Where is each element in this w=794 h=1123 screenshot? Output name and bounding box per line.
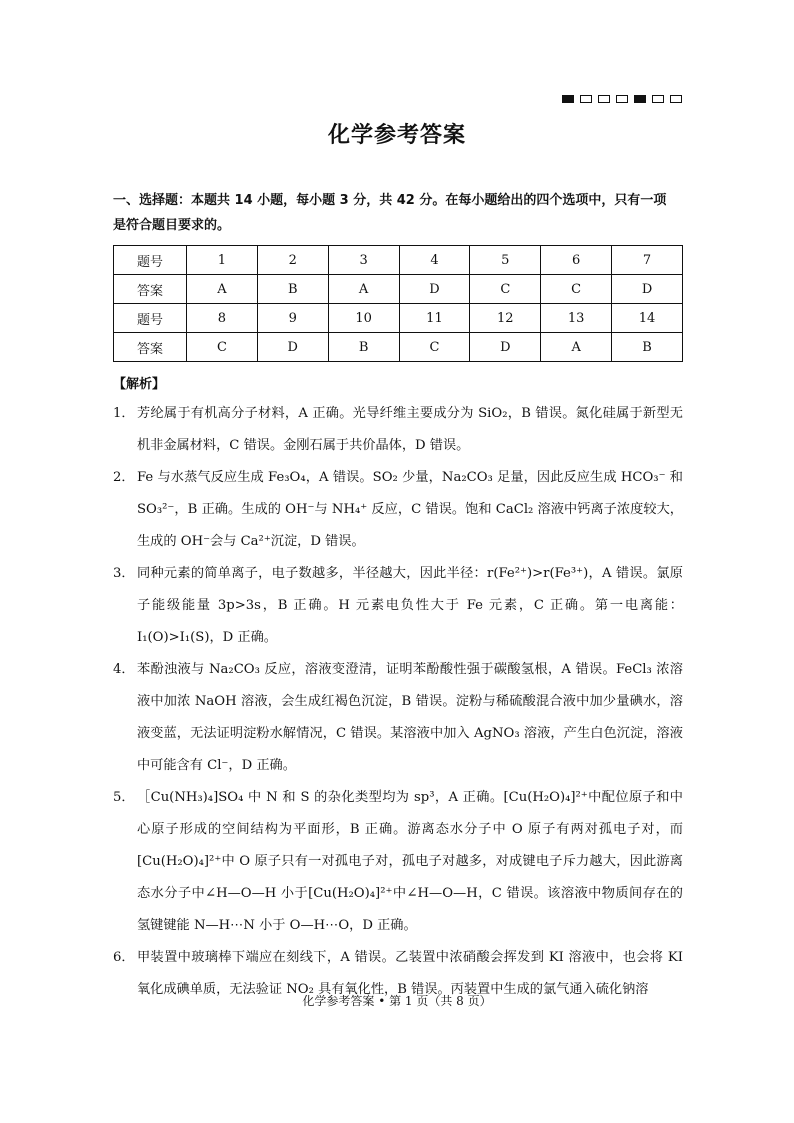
- table-cell: 6: [541, 246, 612, 275]
- page-marks: [562, 95, 682, 103]
- mark-empty: [598, 95, 610, 103]
- table-cell: D: [470, 333, 541, 362]
- table-cell: C: [470, 275, 541, 304]
- table-cell: C: [541, 275, 612, 304]
- table-cell: C: [399, 333, 470, 362]
- item-text: ［Cu(NH₃)₄]SO₄ 中 N 和 S 的杂化类型均为 sp³，A 正确。[Cu(H₂O)₄]²⁺中配位原子和中心原子形成的空间结构为平面形，B 正确。游离态水分子中 O 原子有两对孤电子对，而[Cu(H₂O)₄]²⁺中 O 原子只有一对孤电子对，孤电子对越多，对成键电子斥力越大，因此游离态水分子中∠H—O—H 小于[Cu(H₂O)₄]²⁺中∠H—O—H，C 错误。该溶液中物质间存在的氢键键能 N—H⋯N 小于 O—H⋯O，D 正确。: [137, 790, 683, 933]
- row-label: 答案: [114, 333, 187, 362]
- table-cell: 3: [328, 246, 399, 275]
- mark-filled: [562, 95, 574, 103]
- table-cell: 10: [328, 304, 399, 333]
- table-cell: 13: [541, 304, 612, 333]
- answer-table: [113, 245, 683, 362]
- section-heading-line2: 是符合题目要求的。: [113, 218, 231, 233]
- table-cell: 14: [612, 304, 683, 333]
- item-text: Fe 与水蒸气反应生成 Fe₃O₄，A 错误。SO₂ 少量，Na₂CO₃ 足量，因此反应生成 HCO₃⁻ 和 SO₃²⁻，B 正确。生成的 OH⁻与 NH₄⁺ 反应，C 错误。饱和 CaCl₂ 溶液中钙离子浓度较大，生成的 OH⁻会与 Ca²⁺沉淀，D 错误。: [137, 470, 683, 549]
- table-cell: B: [612, 333, 683, 362]
- table-cell: 7: [612, 246, 683, 275]
- table-cell: B: [257, 275, 328, 304]
- item-number: 6．: [113, 950, 135, 965]
- item-text: 同种元素的简单离子，电子数越多，半径越大，因此半径：r(Fe²⁺)>r(Fe³⁺)，A 错误。氯原子能级能量 3p>3s，B 正确。H 元素电负性大于 Fe 元素，C 正确。第一电离能：I₁(O)>I₁(S)，D 正确。: [137, 566, 683, 645]
- table-cell: A: [328, 275, 399, 304]
- table-row: [114, 304, 683, 333]
- section-heading-line1: 一、选择题：本题共 14 小题，每小题 3 分，共 42 分。在每小题给出的四个选项中，只有一项: [113, 193, 667, 208]
- item-number: 2．: [113, 470, 135, 485]
- row-label: 题号: [114, 304, 187, 333]
- table-cell: 8: [187, 304, 258, 333]
- table-cell: A: [541, 333, 612, 362]
- list-item: [113, 654, 683, 782]
- item-number: 3．: [113, 566, 135, 581]
- page-title: 化学参考答案: [327, 123, 466, 148]
- table-cell: 5: [470, 246, 541, 275]
- list-item: [113, 558, 683, 654]
- section-heading: [113, 188, 683, 238]
- mark-empty: [670, 95, 682, 103]
- table-row: [114, 333, 683, 362]
- mark-empty: [652, 95, 664, 103]
- table-row: [114, 246, 683, 275]
- item-number: 1．: [113, 406, 135, 421]
- table-cell: 11: [399, 304, 470, 333]
- mark-empty: [580, 95, 592, 103]
- row-label: 答案: [114, 275, 187, 304]
- table-cell: 9: [257, 304, 328, 333]
- page-footer: 化学参考答案 • 第 1 页（共 8 页）: [302, 994, 492, 1008]
- table-row: [114, 275, 683, 304]
- table-cell: D: [257, 333, 328, 362]
- item-text: 苯酚浊液与 Na₂CO₃ 反应，溶液变澄清，证明苯酚酸性强于碳酸氢根，A 错误。FeCl₃ 浓溶液中加浓 NaOH 溶液，会生成红褐色沉淀，B 错误。淀粉与稀硫酸混合液中加少量碘水，溶液变蓝，无法证明淀粉水解情况，C 错误。某溶液中加入 AgNO₃ 溶液，产生白色沉淀，溶液中可能含有 Cl⁻，D 正确。: [137, 662, 683, 773]
- table-cell: D: [612, 275, 683, 304]
- table-cell: A: [187, 275, 258, 304]
- table-cell: 4: [399, 246, 470, 275]
- table-cell: C: [187, 333, 258, 362]
- row-label: 题号: [114, 246, 187, 275]
- list-item: [113, 398, 683, 462]
- item-number: 4．: [113, 662, 135, 677]
- list-item: [113, 782, 683, 942]
- table-cell: D: [399, 275, 470, 304]
- mark-filled: [634, 95, 646, 103]
- table-cell: 12: [470, 304, 541, 333]
- table-cell: B: [328, 333, 399, 362]
- list-item: [113, 462, 683, 558]
- item-text: 甲装置中玻璃棒下端应在刻线下，A 错误。乙装置中浓硝酸会挥发到 KI 溶液中，也会将 KI 氧化成碘单质，无法验证 NO₂ 具有氧化性，B 错误。丙装置中生成的氯气通入硫化钠溶: [137, 950, 683, 997]
- item-text: 芳纶属于有机高分子材料，A 正确。光导纤维主要成分为 SiO₂，B 错误。氮化硅属于新型无机非金属材料，C 错误。金刚石属于共价晶体，D 错误。: [137, 406, 683, 453]
- mark-empty: [616, 95, 628, 103]
- table-cell: 2: [257, 246, 328, 275]
- item-number: 5．: [113, 790, 135, 805]
- analysis-heading: 【解析】: [113, 377, 166, 392]
- analysis-list: [113, 398, 683, 1006]
- table-cell: 1: [187, 246, 258, 275]
